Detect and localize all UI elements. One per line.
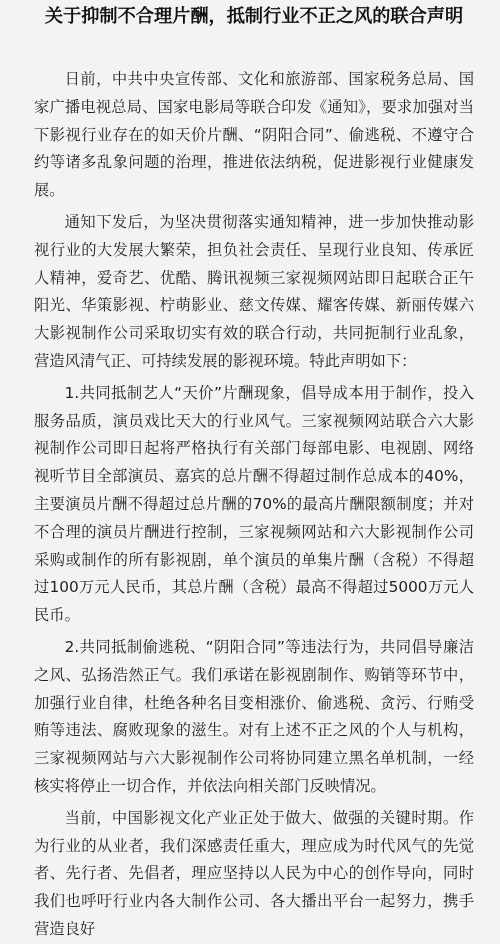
paragraph-2: 通知下发后，为坚决贯彻落实通知精神，进一步加快推动影视行业的大发展大繁荣，担负社会责任、呈现行业良知、传承匠人精神，爱奇艺、优酷、腾讯视频三家视频网站即日起联合正午阳光、华策影视、柠萌影业、慈文传媒、耀客传媒、新丽传媒六大影视制作公司采取切实有效的联合行动，共同扼制行业乱象，营造风清气正、可持续发展的影视环境。特此声明如下：	[34, 212, 474, 370]
paragraph-5: 当前，中国影视文化产业正处于做大、做强的关键时期。作为行业的从业者，我们深感责任重大，理应成为时代风气的先觉者、先行者、先倡者，理应坚持以人民为中心的创作导向，同时我们也呼吁行业内各大制作公司、各大播出平台一起努力，携手营造良好	[34, 808, 474, 938]
paragraph-1: 日前，中共中央宣传部、文化和旅游部、国家税务总局、国家广播电视总局、国家电影局等联合印发《通知》，要求加强对当下影视行业存在的如天价片酬、“阴阳合同”、偷逃税、不遵守合约等诸多乱象问题的治理，推进依法纳税，促进影视行业健康发展。	[34, 70, 474, 200]
paragraph-3: 1.共同抵制艺人“天价”片酬现象，倡导成本用于制作，投入服务品质，演员戏比天大的行业风气。三家视频网站联合六大影视制作公司即日起将严格执行有关部门每部电影、电视剧、网络视听节目全部演员、嘉宾的总片酬不得超过制作总成本的40%，主要演员片酬不得超过总片酬的70%的最高片酬限额制度；并对不合理的演员片酬进行控制，三家视频网站和六大影视制作公司采购或制作的所有影视剧，单个演员的单集片酬（含税）不得超过100万元人民币，其总片酬（含税）最高不得超过5000万元人民币。	[34, 383, 474, 625]
paragraph-4: 2.共同抵制偷逃税、“阴阳合同”等违法行为，共同倡导廉洁之风、弘扬浩然正气。我们承诺在影视剧制作、购销等环节中，加强行业自律，杜绝各种名目变相涨价、偷逃税、贪污、行贿受贿等违法、腐败现象的滋生。对有上述不正之风的个人与机构，三家视频网站与六大影视制作公司将协同建立黑名单机制，一经核实将停止一切合作，并依法向相关部门反映情况。	[34, 637, 474, 795]
document-title: 关于抑制不合理片酬，抵制行业不正之风的联合声明	[44, 6, 464, 27]
document-body	[34, 66, 474, 944]
